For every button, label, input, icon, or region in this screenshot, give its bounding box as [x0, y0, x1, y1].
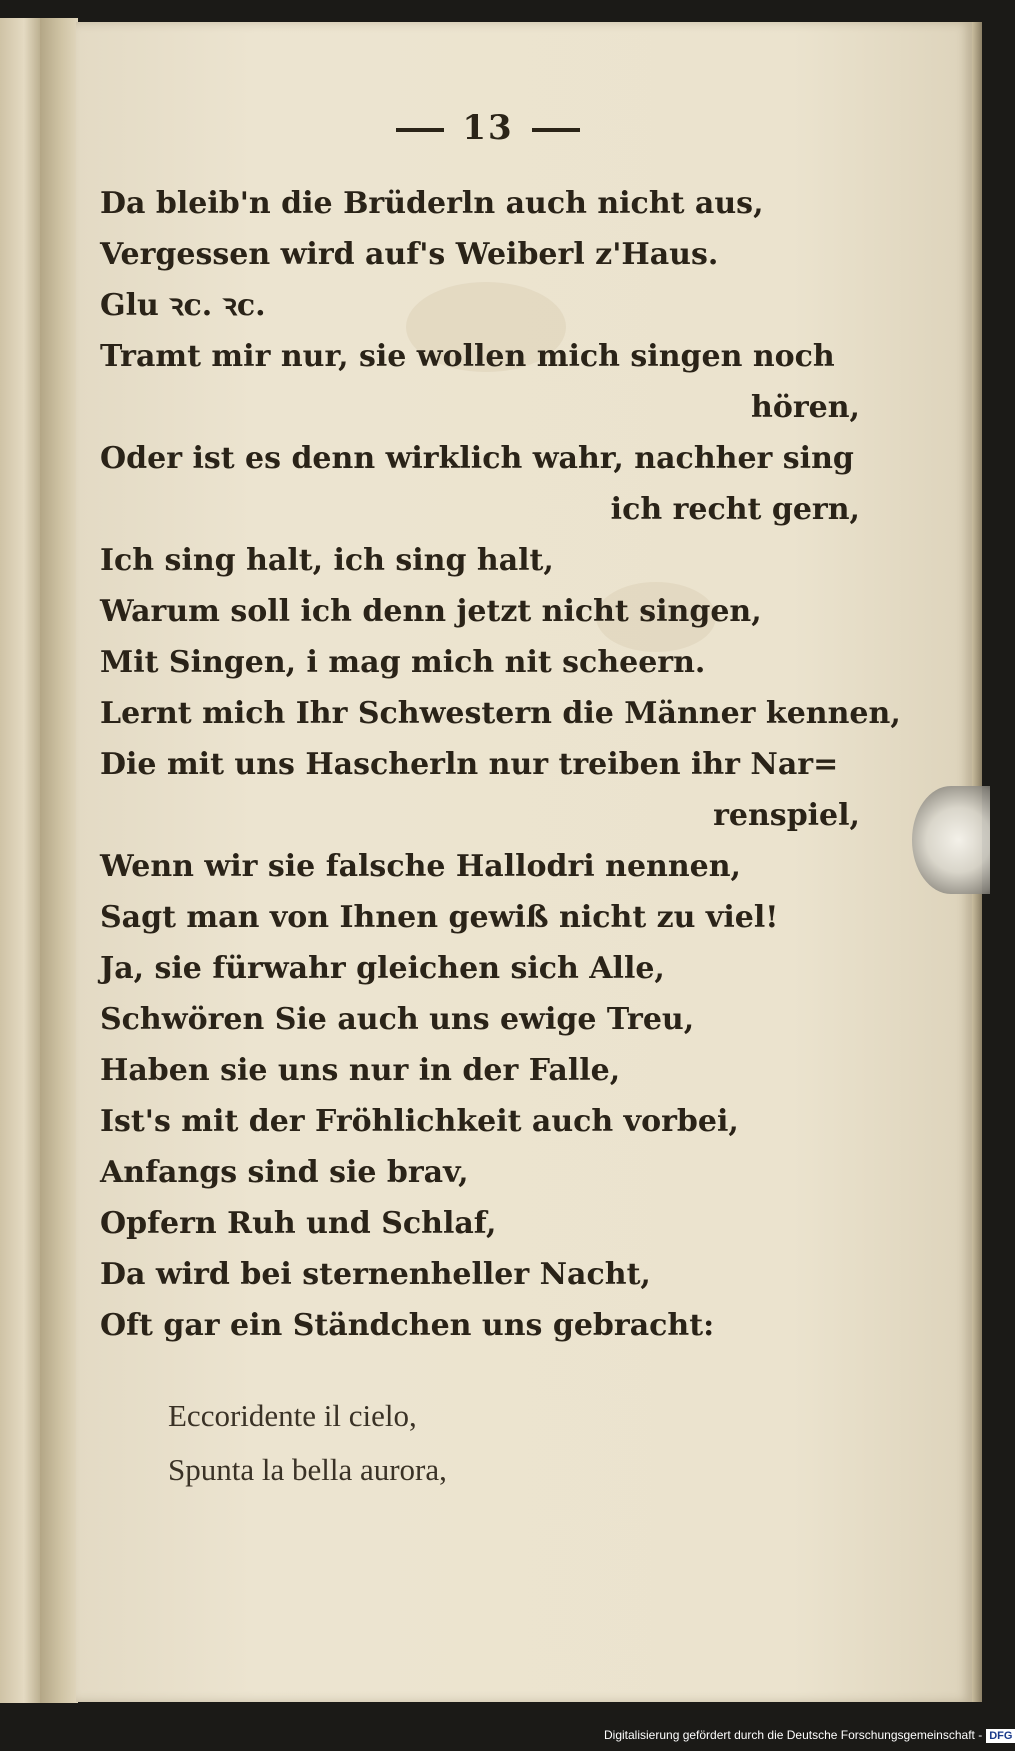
dfg-logo[interactable]: DFG — [986, 1729, 1015, 1743]
text-line: Sagt man von Ihnen gewiß nicht zu viel! — [100, 900, 779, 935]
left-page-edge — [0, 18, 40, 1703]
text-line: Da wird bei sternenheller Nacht, — [100, 1257, 651, 1292]
page-number-text: 13 — [462, 108, 514, 148]
credit-text: Digitalisierung gefördert durch die Deutsche Forschungsgemeinschaft - — [604, 1728, 983, 1742]
text-line: Ist's mit der Fröhlichkeit auch vorbei, — [100, 1104, 739, 1139]
text-line: Glu ꝛc. ꝛc. — [100, 288, 266, 323]
italian-line: Spunta la bella aurora, — [168, 1452, 447, 1487]
book-gutter — [40, 18, 78, 1703]
page-number — [368, 108, 608, 158]
text-line: Vergessen wird auf's Weiberl z'Haus. — [100, 237, 719, 272]
text-line: Ja, sie fürwahr gleichen sich Alle, — [100, 951, 665, 986]
poem-text — [100, 178, 901, 1351]
text-line: Opfern Ruh und Schlaf, — [100, 1206, 497, 1241]
text-line-continuation: renspiel, — [713, 798, 860, 833]
text-line: Oft gar ein Ständchen uns gebracht: — [100, 1308, 715, 1343]
text-line: Haben sie uns nur in der Falle, — [100, 1053, 621, 1088]
text-line: Wenn wir sie falsche Hallodri nennen, — [100, 849, 742, 884]
text-line: Tramt mir nur, sie wollen mich singen noch — [100, 339, 835, 374]
text-line: Warum soll ich denn jetzt nicht singen, — [100, 594, 762, 629]
italian-line: Eccoridente il cielo, — [168, 1398, 417, 1433]
text-line: Die mit uns Hascherln nur treiben ihr Nar= — [100, 747, 839, 782]
text-line: Anfangs sind sie brav, — [100, 1155, 469, 1190]
page-number-dash-right — [532, 128, 580, 132]
text-line: Oder ist es denn wirklich wahr, nachher sing — [100, 441, 854, 476]
page-clip — [912, 786, 990, 894]
text-line-continuation: ich recht gern, — [610, 492, 860, 527]
text-line-continuation: hören, — [751, 390, 860, 425]
text-line: Lernt mich Ihr Schwestern die Männer kennen, — [100, 696, 901, 731]
text-line: Schwören Sie auch uns ewige Treu, — [100, 1002, 695, 1037]
text-line: Mit Singen, i mag mich nit scheern. — [100, 645, 706, 680]
text-line: Ich sing halt, ich sing halt, — [100, 543, 554, 578]
page-number-dash-left — [396, 128, 444, 132]
text-line: Da bleib'n die Brüderln auch nicht aus, — [100, 186, 764, 221]
digitization-credit — [604, 1725, 1013, 1745]
